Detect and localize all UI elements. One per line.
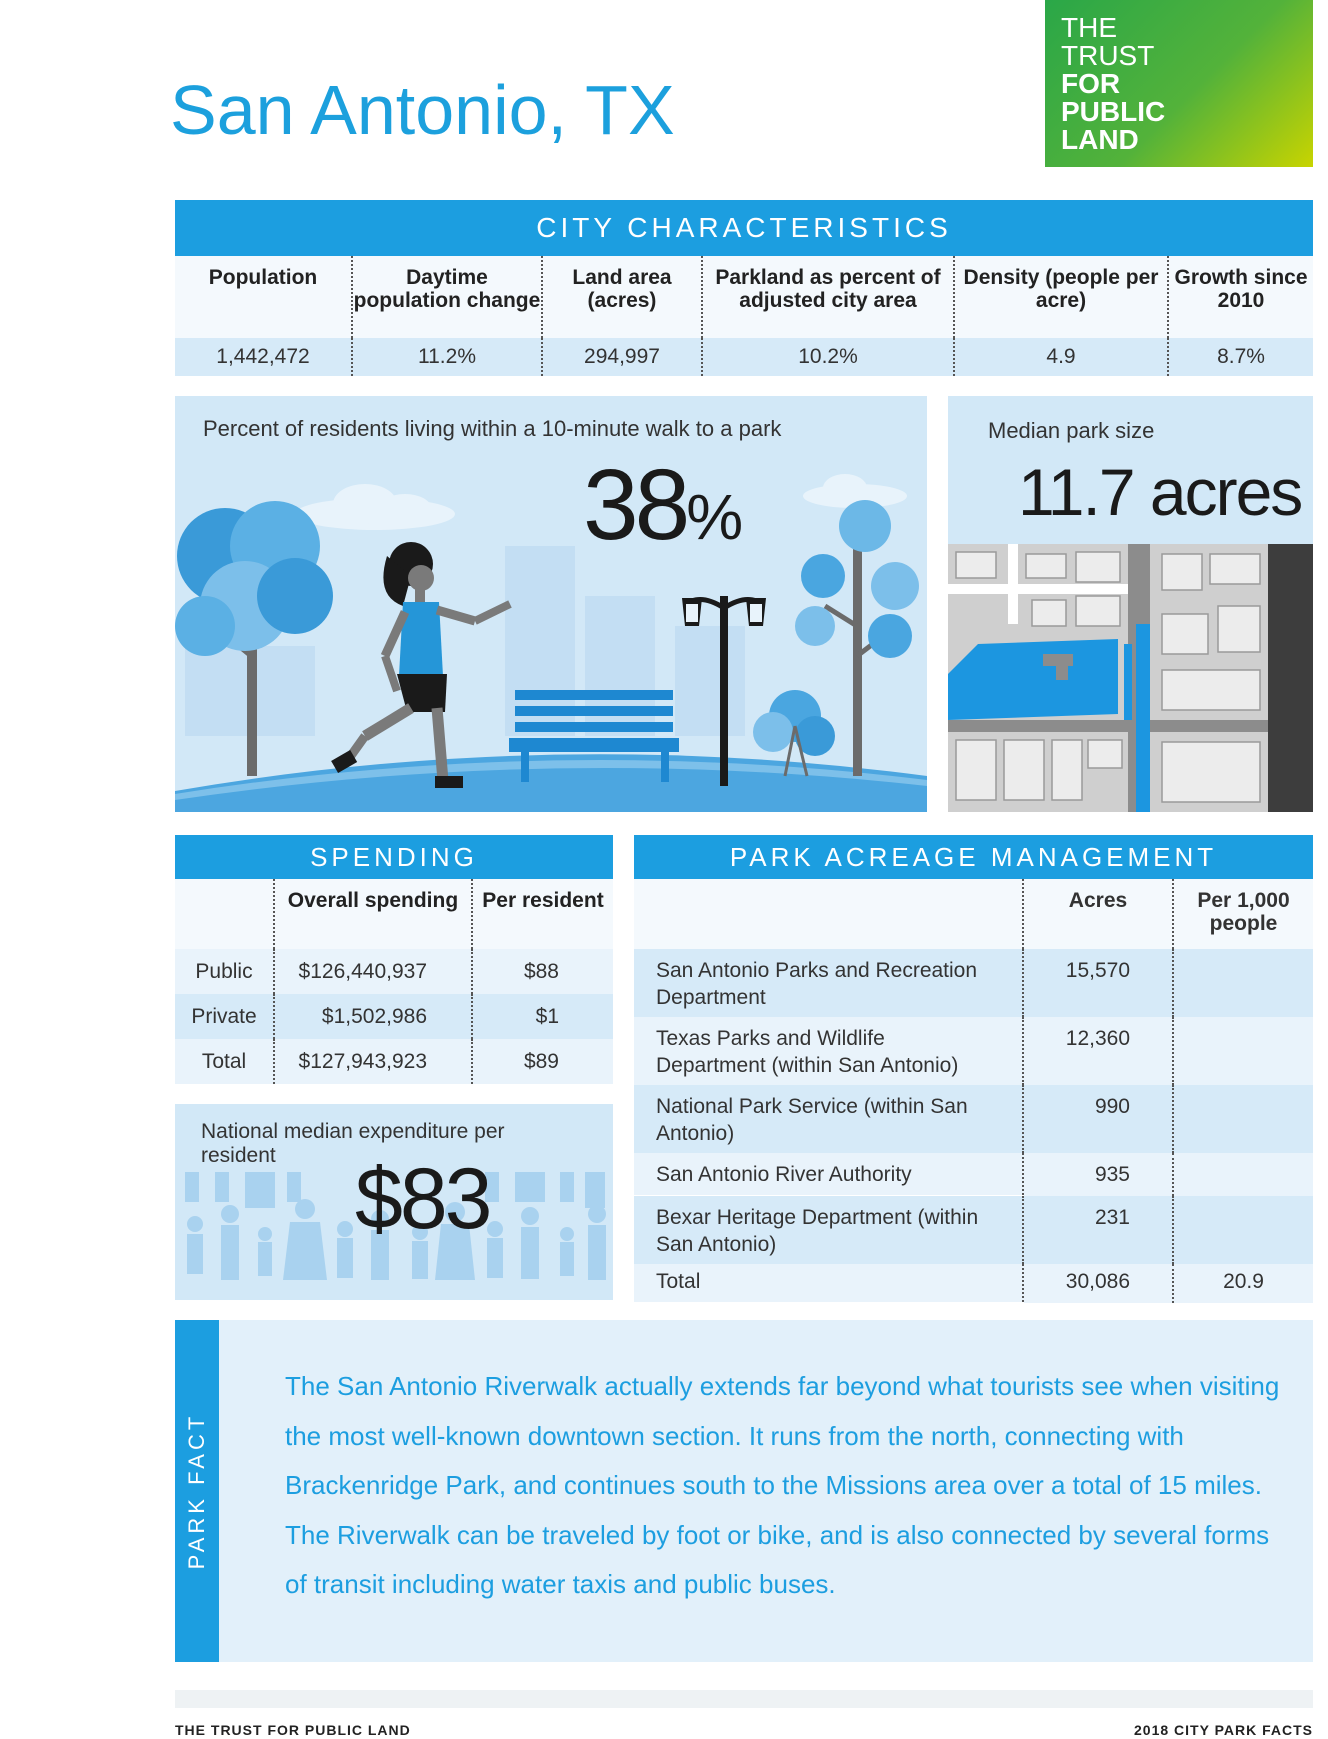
- per-resident-value: $89: [473, 1039, 613, 1084]
- walk-to-park-percent: [583, 448, 739, 563]
- per-1000-value: 20.9: [1174, 1264, 1313, 1303]
- national-median-value: $83: [355, 1151, 490, 1247]
- overall-value: $126,440,937: [275, 949, 473, 994]
- park-runner-illustration: [175, 396, 927, 812]
- median-park-size-panel: [948, 396, 1313, 812]
- footer-divider: [175, 1690, 1313, 1708]
- per-1000-value: [1174, 949, 1313, 1017]
- table-row: [634, 949, 1313, 1017]
- column-header-population: Population: [175, 256, 353, 338]
- spending-column-headers: [175, 879, 613, 949]
- column-header-daytime-change: Daytime population change: [353, 256, 543, 338]
- footer-right-text: 2018 CITY PARK FACTS: [1134, 1722, 1313, 1738]
- park-acreage-column-headers: [634, 879, 1313, 949]
- median-park-size-value: 11.7 acres: [1018, 455, 1302, 529]
- city-characteristics-header: CITY CHARACTERISTICS: [175, 200, 1313, 256]
- acreage-blank-header: [634, 879, 1024, 949]
- table-row: [634, 1264, 1313, 1303]
- acres-value: 12,360: [1024, 1017, 1174, 1085]
- acres-value: 231: [1024, 1196, 1174, 1264]
- walk-percent-unit: %: [686, 481, 740, 553]
- column-header-overall-spending: Overall spending: [275, 879, 473, 949]
- logo-line-5: LAND: [1061, 124, 1139, 155]
- logo-line-4: PUBLIC: [1061, 96, 1166, 127]
- per-1000-value: [1174, 1153, 1313, 1196]
- table-row: [175, 994, 613, 1039]
- walk-to-park-panel: [175, 396, 927, 812]
- trust-for-public-land-logo[interactable]: [1045, 0, 1313, 167]
- value-population: 1,442,472: [175, 338, 353, 376]
- walk-percent-value: 38: [583, 449, 687, 561]
- national-median-panel: [175, 1104, 613, 1300]
- park-fact-panel: [175, 1320, 1313, 1662]
- park-acreage-table: [634, 835, 1313, 1303]
- overall-value: $1,502,986: [275, 994, 473, 1039]
- acres-value: 30,086: [1024, 1264, 1174, 1303]
- table-row: [175, 1039, 613, 1084]
- column-header-density: Density (people per acre): [955, 256, 1169, 338]
- logo-line-2: TRUST: [1061, 40, 1155, 71]
- spending-blank-header: [175, 879, 275, 949]
- per-1000-value: [1174, 1196, 1313, 1264]
- row-label: Total: [175, 1039, 275, 1084]
- value-growth: 8.7%: [1169, 338, 1313, 376]
- table-row: [634, 1085, 1313, 1153]
- column-header-acres: Acres: [1024, 879, 1174, 949]
- walk-to-park-label: Percent of residents living within a 10-minute walk to a park: [203, 416, 782, 441]
- logo-line-1: THE: [1061, 12, 1117, 43]
- row-label: Private: [175, 994, 275, 1039]
- table-row: [175, 949, 613, 994]
- table-row: [634, 1153, 1313, 1196]
- park-fact-sidebar: [175, 1320, 219, 1662]
- spending-header: SPENDING: [175, 835, 613, 879]
- column-header-growth: Growth since 2010: [1169, 256, 1313, 338]
- agency-name: San Antonio Parks and Recreation Department: [634, 949, 1024, 1017]
- city-characteristics-grid: [175, 256, 1313, 376]
- agency-name: Bexar Heritage Department (within San Antonio): [634, 1196, 1024, 1264]
- agency-name: National Park Service (within San Antonio): [634, 1085, 1024, 1153]
- overall-value: $127,943,923: [275, 1039, 473, 1084]
- park-fact-text: The San Antonio Riverwalk actually extends far beyond what tourists see when visiting the most well-known downtown section. It runs from the north, connecting with Brackenridge Park, and continues south to the Missions area over a total of 15 miles. The Riverwalk can be traveled by foot or bike, and is also connected by several forms of transit including water taxis and public buses.: [285, 1371, 1280, 1599]
- agency-name: Texas Parks and Wildlife Department (within San Antonio): [634, 1017, 1024, 1085]
- per-resident-value: $88: [473, 949, 613, 994]
- footer-left-text: THE TRUST FOR PUBLIC LAND: [175, 1722, 411, 1738]
- column-header-land-area: Land area (acres): [543, 256, 703, 338]
- logo-line-3: FOR: [1061, 68, 1121, 99]
- park-acreage-header: PARK ACREAGE MANAGEMENT: [634, 835, 1313, 879]
- agency-name: Total: [634, 1264, 1024, 1302]
- value-parkland-percent: 10.2%: [703, 338, 955, 376]
- value-density: 4.9: [955, 338, 1169, 376]
- page-title: San Antonio, TX: [170, 71, 675, 149]
- park-fact-label: PARK FACT: [184, 1412, 209, 1570]
- value-land-area: 294,997: [543, 338, 703, 376]
- table-row: [634, 1196, 1313, 1264]
- acres-value: 15,570: [1024, 949, 1174, 1017]
- city-characteristics-table: [175, 200, 1313, 376]
- column-header-parkland-percent: Parkland as percent of adjusted city area: [703, 256, 955, 338]
- national-median-label: National median expenditure per resident: [201, 1120, 505, 1167]
- park-map-illustration: [948, 544, 1313, 812]
- per-1000-value: [1174, 1085, 1313, 1153]
- value-daytime-change: 11.2%: [353, 338, 543, 376]
- agency-name: San Antonio River Authority: [634, 1153, 1024, 1195]
- spending-table: [175, 835, 613, 1084]
- median-park-size-label: Median park size: [988, 418, 1155, 443]
- column-header-per-1000: Per 1,000 people: [1174, 879, 1313, 949]
- table-row: [634, 1017, 1313, 1085]
- acres-value: 990: [1024, 1085, 1174, 1153]
- row-label: Public: [175, 949, 275, 994]
- acres-value: 935: [1024, 1153, 1174, 1196]
- per-resident-value: $1: [473, 994, 613, 1039]
- column-header-per-resident: Per resident: [473, 879, 613, 949]
- per-1000-value: [1174, 1017, 1313, 1085]
